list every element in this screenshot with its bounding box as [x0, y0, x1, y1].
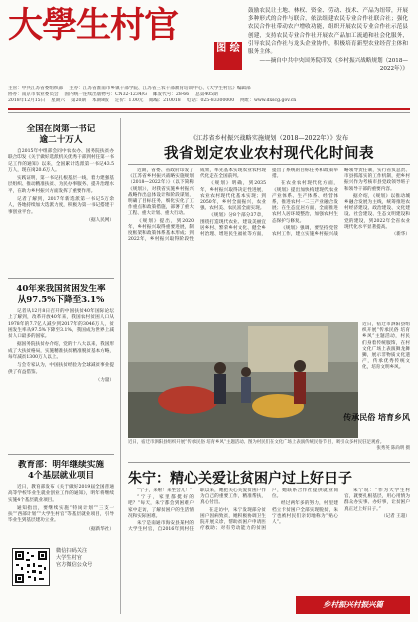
masthead-slogan	[248, 7, 408, 79]
info-field: 邮发代号：28-66	[152, 92, 190, 97]
info-field: 邮编：210018	[149, 98, 181, 103]
info-field: 2018年12月15日	[8, 98, 46, 103]
info-row-3	[8, 98, 408, 104]
photo-author: 张秀英 陈尚明 摄	[376, 446, 410, 451]
article-poverty-rate	[8, 284, 114, 450]
article-paragraph: 记者从12月8日召开的中国扶贫40年国际论坛上了解到，改革开放40年来，我国农村贫困人口从1978年的7.7亿人减少到2017年的3046万人，贫困发生率从97.5%下降至3.1%，我国成为世界上减贫人口最多的国家。	[8, 309, 114, 340]
article-paragraph: 据介绍，《规划》以推动城乡融合发展为主线，统筹推进农村经济建设、政治建设、文化建设、社会建设、生态文明建设和党的建设，到2022年全省农业现代化水平显著提高。	[344, 193, 410, 230]
caption-text: 近日，宿迁市泗阳县组织开展“传承民俗 培育乡风”主题活动。图为村民们在文化广场上表演传统民俗节目，吸引众多村民驻足观看。	[128, 440, 385, 445]
column-divider	[120, 118, 121, 614]
article-paragraph: “宁子，来啦！来坐会儿！”	[137, 488, 193, 493]
info-field: 第20期	[70, 98, 87, 103]
info-field: 主管：中共江苏省委组织部	[8, 86, 64, 91]
main-headline: 我省划定农业农村现代化时间表	[164, 145, 374, 162]
main-article-body	[128, 168, 410, 318]
article-paragraph: 与会专家认为，中国扶贫经验为全球减贫事业提供了有益借鉴。	[8, 363, 114, 375]
qr-caption: 微信扫码关注 大学生村官 官方微信公众号	[56, 548, 93, 568]
masthead-title: 大學生村官	[8, 5, 179, 46]
article-paragraph: 朱宁说：“作为大学生村官，就要扎根基层，用心用情为群众办实事、办好事，让贫困户真正过上好日子。”	[344, 488, 410, 512]
article-paragraph: 在农业农村现代化方面，《规划》提出加快构建现代农业产业体系、生产体系、经营体系，推进农村一二三产业融合发展；在生态宜居方面，全面推进农村人居环境整治，加强农村生态保护与修复。	[272, 181, 338, 224]
info-field: 国内统一连续出版物号：CN32-1234/G	[64, 92, 147, 97]
info-field: 本期8版	[92, 98, 109, 103]
photo-side-text: 近日，宿迁市泗阳县组织开展“传承民俗 培育乡风”主题活动，村民们身着传统服饰，在村文化广场上表演舞龙舞狮，展示非物质文化遗产，传承优秀传统文化，培育文明乡风。	[362, 322, 410, 371]
article-paragraph: 经过两年多的努力，村里建档立卡贫困户全部实现脱贫，朱宁也被村民们亲切地称为“贴心人”。	[272, 501, 338, 526]
article-byline: （据人民网）	[86, 217, 114, 223]
article-paragraph: “宁子，家里都挺好的吧？”每天，朱宁都会到困难户家中走访，了解贫困户的生活情况和实际困难。	[128, 495, 194, 519]
article-paragraph: 通知指出，要继续实施“特岗计划”“三支一扶”“西部计划”“大学生村官”等基层就业项目，引导毕业生到基层建功立业。	[8, 505, 114, 524]
article-paragraph: 《规划》提出，到2020年，乡村振兴取得重要进展，制度框架和政策体系基本形成；到2022年，乡村振兴取得阶段性成果，率先基本实现农业农村现代化走在全国前列。	[128, 168, 266, 243]
photo-title: 传承民俗 培育乡风	[343, 412, 410, 422]
photo-caption	[128, 440, 410, 452]
info-field: 总第405期	[195, 92, 218, 97]
article-title: 教育部：明年继续实施 4个基层就业项目	[18, 460, 104, 481]
masthead-rule-thin	[8, 112, 410, 113]
article-paragraph: 据国务院扶贫办介绍，党的十八大以来，我国形成了大扶贫格局，实施精准扶贫精准脱贫基本方略，每年减贫1300万人以上。	[8, 342, 114, 361]
article-byline: （记者 王超）	[380, 513, 410, 519]
section-divider	[128, 462, 410, 463]
article-byline: （据新华社）	[86, 526, 114, 532]
article-paragraph: 记者了解到，2017年新选派第一书记5万余人，各地持续加大选派力度，积极为第一书记搭建干事创业平台。	[8, 197, 114, 215]
info-field: 星期六	[51, 98, 65, 103]
article-byline: （力量）	[95, 377, 114, 383]
masthead-rule	[8, 108, 410, 110]
qr-code[interactable]	[12, 548, 50, 586]
article-paragraph: 《规划》强调，要坚持党管农村工作，建立实施乡村振兴战略领导责任制，实行省负总责、市县抓落实的工作机制，把乡村振兴作为考核市县党政领导班子和领导干部的重要内容。	[272, 168, 410, 238]
info-field: 主办：江苏省淮南市乡镇干部学院、江苏省三农干部教育培训中心、《大学生村官》编辑部	[69, 86, 251, 91]
info-field: 网址：www.dxscg.gov.cn	[240, 98, 297, 103]
article-first-secretary	[8, 124, 114, 274]
masthead-info	[8, 86, 408, 104]
main-kicker: 《江苏省乡村振兴战略实施规划（2018—2022年）》发布	[189, 135, 349, 142]
article-paragraph: 近日，教育部发布《关于做好2019届全国普通高等学校毕业生就业创业工作的通知》，明年将继续实施4个基层就业项目。	[8, 485, 114, 503]
info-field: 协办：南京市农业委员会	[8, 92, 59, 97]
section-divider	[8, 454, 114, 455]
article-paragraph: 近期，省委、省政府印发了《江苏省乡村振兴战略实施规划（2018—2022年）》（以下简称《规划》），对我省实施乡村振兴战略作出总体设计和阶段谋划，明确了目标任务，细化实化了工作重点和政策措施，部署了重大工程、重大计划、重大行动。	[128, 168, 194, 217]
headline-rule	[128, 164, 410, 165]
second-headline: 朱宁：精心关爱让贫困户过上好日子	[128, 471, 352, 487]
article-paragraph: 《规划》明确，到2035年，乡村振兴取得决定性进展，农业农村现代化基本实现；到2050年，乡村全面振兴，农业强、农村美、农民富全面实现。	[200, 181, 266, 212]
second-article-body	[128, 488, 410, 592]
article-paragraph: 在走访中，朱宁发现部分贫困户因病致贫，她积极协调卫生院开展义诊，帮助贫困户申请医疗救助；对有劳动能力的贫困户，她联系合作社提供就业岗位。	[200, 488, 338, 532]
info-field: 电话：025-83300000	[186, 98, 235, 103]
article-byline: （新华）	[391, 232, 410, 238]
slogan-source: ——摘自中共中央国务院印发《乡村振兴战略规划（2018—2022年）》	[259, 58, 408, 73]
article-grassroots-jobs	[8, 460, 114, 544]
article-paragraph: 《规划》分8个部分37章，围绕打造现代农业、建设美丽宜居乡村、繁荣乡村文化、健全乡村治理、增进民生福祉等方面，提出了系统的目标任务和政策举措。	[200, 168, 338, 238]
article-paragraph: 自2015年中组部会同中农农办、国务院扶贫办联合印发《关于做好选派机关优秀干部到村任第一书记工作的通知》以来，全国累计选派第一书记43.5万人，现在岗20.6万人。	[8, 149, 114, 173]
article-title: 40年来我国贫困发生率 从97.5%下降至3.1%	[16, 284, 106, 305]
section-banner: 乡村振兴村振兴篇	[296, 596, 410, 614]
info-field: 定价：1.00元	[114, 98, 144, 103]
article-paragraph: 实践证明，第一书记扎根基层一线，着力建强基层组织、推动精准扶贫、为民办事服务、提升治理水平，在助力乡村振兴方面发挥了重要作用。	[8, 176, 114, 194]
masthead-seal: 图 绘	[214, 42, 242, 70]
article-paragraph: 朱宁是南通市海安县某村的大学生村官，自2016年到村任职以来，她把关心关爱贫困户作为自己的重要工作，精准帮扶，真心付出。	[128, 488, 266, 533]
slogan-text: 鼓励农民让土地、林权、资金、劳动、技术、产品为纽带，开展多种形式的合作与联合，依法组建农民专业合作社联合社；强化农民合作社带动农户增收功能，组织开展农民专业合作社示范县创建，支持农民专业合作社开展农产品加工流通和社会化服务，引导农民合作社与龙头企业协作，积极培育新型农业经营主体和服务主体。	[248, 8, 408, 56]
article-title: 全国在岗第一书记 逾二十万人	[26, 124, 96, 145]
section-divider	[8, 278, 114, 279]
